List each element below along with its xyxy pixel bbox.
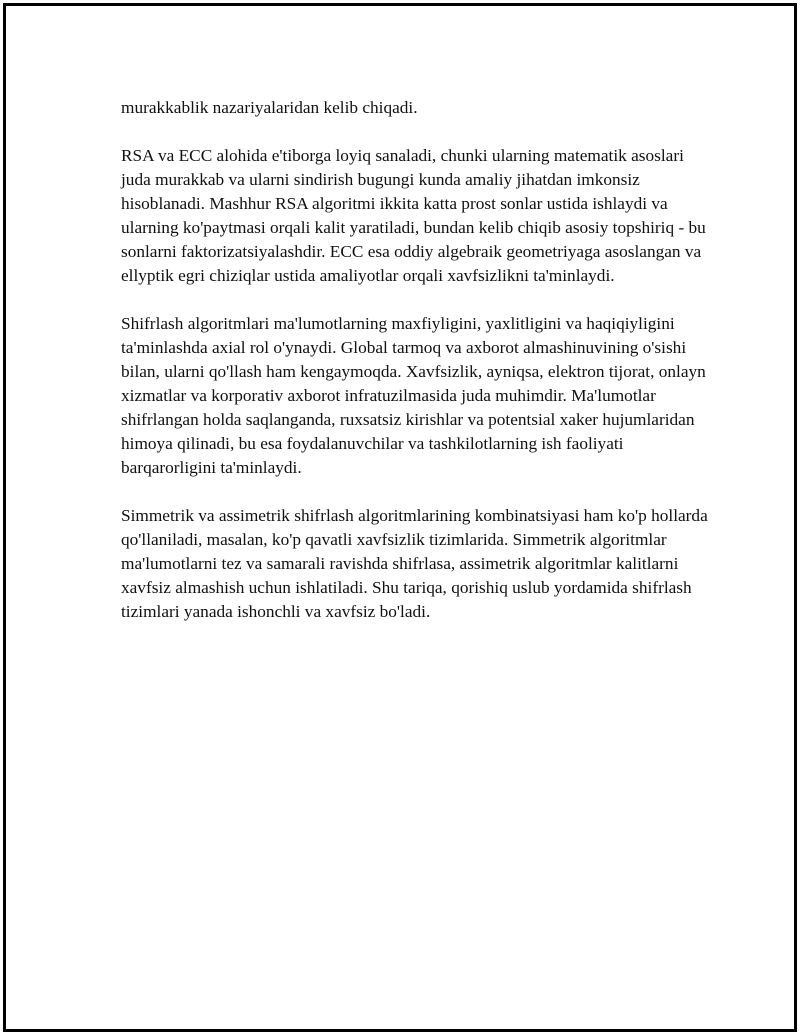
document-page <box>3 3 797 1032</box>
paragraph-hybrid-encryption: Simmetrik va assimetrik shifrlash algoritmlarining kombinatsiyasi ham ko'p hollarda qo'llaniladi, masalan, ko'p qavatli xavfsizlik tizimlarida. Simmetrik algoritmlar ma'lumotlarni tez va samarali ravishda shifrlasa, assimetrik algoritmlar kalitlarni xavfsiz almashish uchun ishlatiladi. Shu tariqa, qorishiq uslub yordamida shifrlash tizimlari yanada ishonchli va xavfsiz bo'ladi. <box>121 506 708 621</box>
paragraph-encryption-role: Shifrlash algoritmlari ma'lumotlarning maxfiyligini, yaxlitligini va haqiqiyligini ta'minlashda axial rol o'ynaydi. Global tarmoq va axborot almashinuvining o'sishi bilan, ularni qo'llash ham kengaymoqda. Xavfsizlik, ayniqsa, elektron tijorat, onlayn xizmatlar va korporativ axborot infratuzilmasida juda muhimdir. Ma'lumotlar shifrlangan holda saqlanganda, ruxsatsiz kirishlar va potentsial xaker hujumlaridan himoya qilinadi, bu esa foydalanuvchilar va tashkilotlarning ish faoliyati barqarorligini ta'minlaydi. <box>121 314 706 477</box>
document-body <box>121 96 711 624</box>
paragraph-rsa-ecc: RSA va ECC alohida e'tiborga loyiq sanaladi, chunki ularning matematik asoslari juda murakkab va ularni sindirish bugungi kunda amaliy jihatdan imkonsiz hisoblanadi. Mashhur RSA algoritmi ikkita katta prost sonlar ustida ishlaydi va ularning ko'paytmasi orqali kalit yaratiladi, bundan kelib chiqib asosiy topshiriq - bu sonlarni faktorizatsiyalashdir. ECC esa oddiy algebraik geometriyaga asoslangan va ellyptik egri chiziqlar ustida amaliyotlar orqali xavfsizlikni ta'minlaydi. <box>121 146 706 285</box>
paragraph-continuation: murakkablik nazariyalaridan kelib chiqadi. <box>121 98 418 117</box>
